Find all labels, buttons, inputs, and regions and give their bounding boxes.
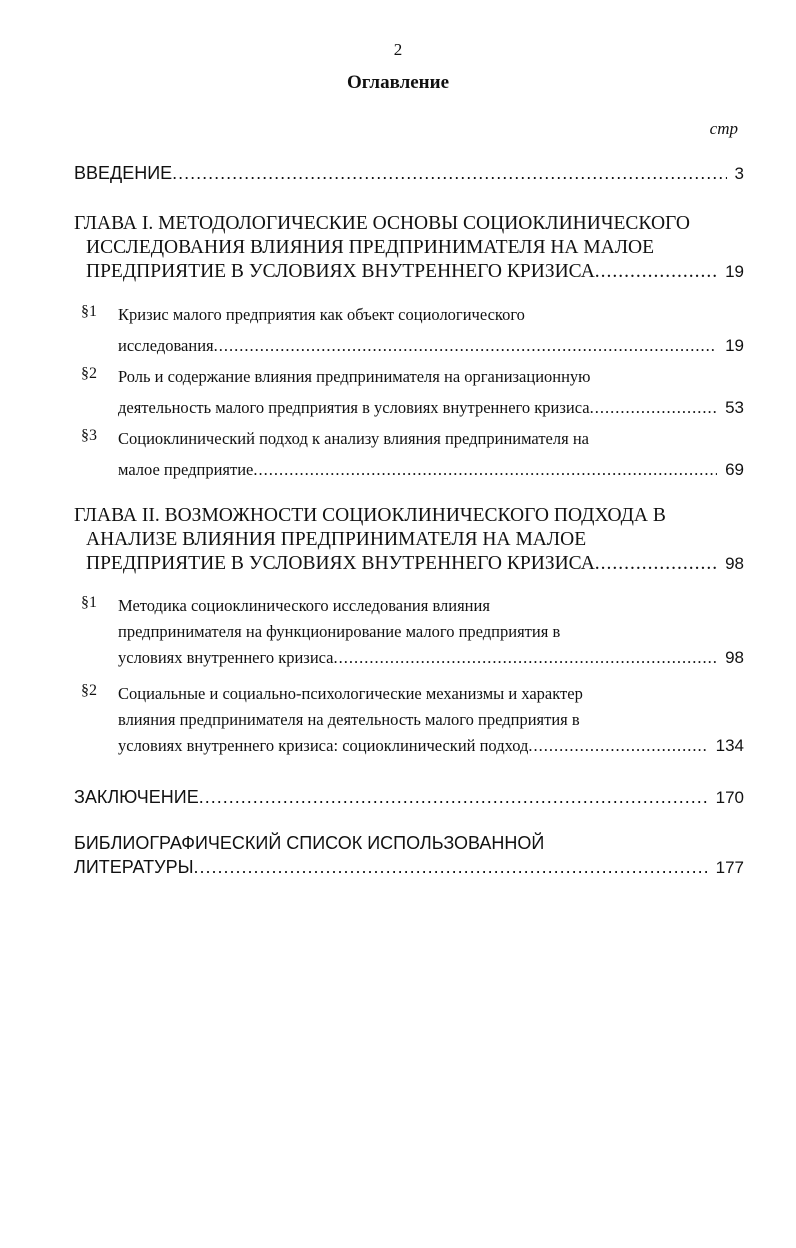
entry-line: малое предприятие [118, 460, 254, 479]
entry-line: предпринимателя на функционирование малого предприятия в [118, 622, 561, 641]
dot-leader [595, 261, 717, 283]
dot-leader [590, 398, 718, 418]
entry-line: деятельность малого предприятия в условиях внутреннего кризиса [118, 398, 590, 417]
entry-page-number: 98 [725, 554, 744, 573]
entry-page-number: 19 [725, 262, 744, 281]
entry-line: Роль и содержание влияния предпринимателя на организационную [118, 367, 591, 386]
entry-line: ЛИТЕРАТУРЫ [74, 857, 194, 877]
dot-leader [253, 460, 717, 480]
entry-line: ПРЕДПРИЯТИЕ В УСЛОВИЯХ ВНУТРЕННЕГО КРИЗИСА [86, 261, 595, 282]
section-symbol: §3 [81, 427, 97, 444]
entry-page-number: 69 [725, 460, 744, 479]
toc-title: Оглавление [346, 72, 450, 93]
dot-leader [172, 163, 726, 184]
entry-line: Методика социоклинического исследования влияния [118, 596, 490, 615]
entry-line: условиях внутреннего кризиса: социоклинический подход [118, 736, 529, 755]
page-column-label: стр [709, 119, 738, 138]
entry-page-number: 53 [725, 398, 744, 417]
entry-page-number: 134 [715, 736, 744, 755]
entry-line: влияния предпринимателя на деятельность малого предприятия в [118, 710, 580, 729]
toc-entry-ch2-section-2[interactable] [0, 684, 796, 767]
toc-entry-ch1-section-1[interactable] [0, 305, 796, 367]
dot-leader [194, 857, 708, 878]
dot-leader [595, 553, 717, 575]
toc-entry-introduction[interactable] [0, 163, 796, 187]
toc-entry-chapter-2[interactable] [0, 505, 796, 577]
entry-page-number: 19 [725, 336, 744, 355]
dot-leader [528, 736, 707, 756]
section-symbol: §2 [81, 682, 97, 699]
toc-entry-conclusion[interactable] [0, 787, 796, 811]
dot-leader [214, 336, 717, 356]
entry-line: Социоклинический подход к анализу влияния предпринимателя на [118, 429, 589, 448]
entry-page-number: 177 [715, 858, 744, 877]
dot-leader [199, 787, 708, 808]
entry-page-number: 98 [725, 648, 744, 667]
toc-entry-ch2-section-1[interactable] [0, 596, 796, 679]
section-symbol: §1 [81, 303, 97, 320]
entry-page-number: 170 [715, 788, 744, 807]
section-symbol: §1 [81, 594, 97, 611]
toc-entry-ch1-section-3[interactable] [0, 429, 796, 491]
entry-line: ИССЛЕДОВАНИЯ ВЛИЯНИЯ ПРЕДПРИНИМАТЕЛЯ НА МАЛОЕ [86, 237, 655, 258]
entry-line: условиях внутреннего кризиса [118, 648, 334, 667]
entry-label: ЗАКЛЮЧЕНИЕ [74, 787, 199, 807]
page-number: 2 [393, 40, 403, 59]
entry-line: АНАЛИЗЕ ВЛИЯНИЯ ПРЕДПРИНИМАТЕЛЯ НА МАЛОЕ [86, 529, 587, 550]
entry-line: ГЛАВА II. ВОЗМОЖНОСТИ СОЦИОКЛИНИЧЕСКОГО ПОДХОДА В [74, 505, 666, 526]
entry-line: ПРЕДПРИЯТИЕ В УСЛОВИЯХ ВНУТРЕННЕГО КРИЗИСА [86, 553, 595, 574]
toc-entry-chapter-1[interactable] [0, 213, 796, 285]
entry-line: Кризис малого предприятия как объект социологического [118, 305, 525, 324]
dot-leader [334, 648, 718, 668]
entry-line: БИБЛИОГРАФИЧЕСКИЙ СПИСОК ИСПОЛЬЗОВАННОЙ [74, 833, 545, 853]
toc-entry-bibliography[interactable] [0, 833, 796, 881]
entry-line: Социальные и социально-психологические механизмы и характер [118, 684, 583, 703]
entry-line: ГЛАВА I. МЕТОДОЛОГИЧЕСКИЕ ОСНОВЫ СОЦИОКЛИНИЧЕСКОГО [74, 213, 690, 234]
toc-entry-ch1-section-2[interactable] [0, 367, 796, 429]
section-symbol: §2 [81, 365, 97, 382]
entry-page-number: 3 [734, 164, 744, 183]
entry-label: ВВЕДЕНИЕ [74, 163, 173, 183]
entry-line: исследования [118, 336, 214, 355]
